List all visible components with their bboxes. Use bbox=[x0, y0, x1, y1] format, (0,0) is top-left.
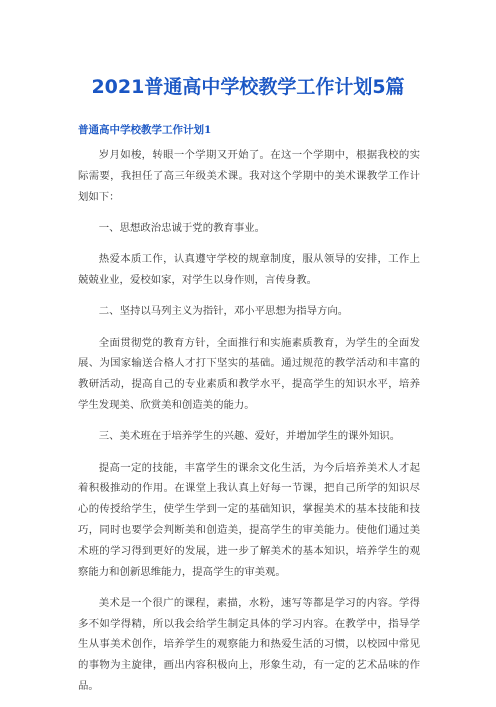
paragraph: 三、美术班在于培养学生的兴趣、爱好，并增加学生的课外知识。 bbox=[98, 430, 401, 443]
document-title: 2021普通高中学校教学工作计划5篇 bbox=[91, 76, 405, 98]
paragraph: 岁月如梭，转眼一个学期又开始了。在这一个学期中，根据我校的实际需要，我担任了高三年级美术课。我对这个学期中的美术课教学工作计划如下： bbox=[78, 149, 420, 203]
paragraph: 美术是一个很广的课程，素描，水粉，速写等都是学习的内容。学得多不如学得精，所以我会给学生制定具体的学习内容。在教学中，指导学生从事美术创作，培养学生的观察能力和热爱生活的习惯，以校园中常见的事物为主旋律，画出内容积极向上，形象生动，有一定的艺术品味的作品。 bbox=[78, 596, 420, 693]
paragraph: 全面贯彻党的教育方针，全面推行和实施素质教育，为学生的全面发展、为国家输送合格人才打下坚实的基础。通过规范的教学活动和丰富的教研活动，提高自己的专业素质和教学水平，提高学生的知识水平，培养学生发现美、欣赏美和创造美的能力。 bbox=[78, 336, 420, 411]
section-subtitle: 普通高中学校教学工作计划1 bbox=[78, 124, 212, 136]
paragraph: 二、坚持以马列主义为指针，邓小平思想为指导方向。 bbox=[98, 305, 349, 318]
document-body bbox=[78, 145, 420, 707]
paragraph: 热爱本质工作，认真遵守学校的规章制度，服从领导的安排，工作上兢兢业业，爱校如家，对学生以身作则，言传身教。 bbox=[78, 253, 420, 286]
paragraph: 提高一定的技能，丰富学生的课余文化生活，为今后培养美术人才起着积极推动的作用。在课堂上我认真上好每一节课，把自己所学的知识尽心的传授给学生，使学生学到一定的基础知识，掌握美术的基本技能和技巧，同时也要学会判断美和创造美，提高学生的审美能力。使他们通过美术班的学习得到更好的发展，进一步了解美术的基本知识，培养学生的观察能力和创新思维能力，提高学生的审美观。 bbox=[78, 461, 420, 578]
paragraph: 一、思想政治忠诚于党的教育事业。 bbox=[98, 221, 266, 234]
